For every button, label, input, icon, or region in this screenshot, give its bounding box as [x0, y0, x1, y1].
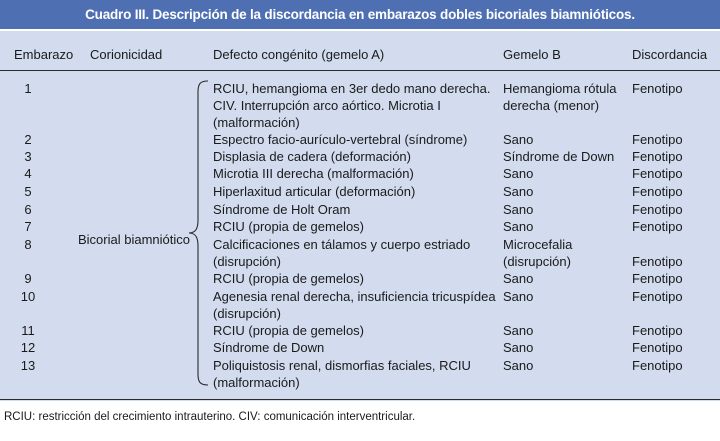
defecto-cell: [213, 357, 471, 391]
discordancia-cell: Fenotipo: [632, 166, 683, 181]
gemelo-b-line: Sano: [503, 358, 534, 373]
defecto-line: CIV. Interrupción arco aórtico. Microtia I: [213, 98, 441, 113]
discordancia-cell: Fenotipo: [632, 254, 683, 269]
gemelo-b-cell: [503, 288, 533, 305]
gemelo-b-cell: [503, 201, 533, 218]
row-number: 13: [20, 358, 36, 373]
gemelo-b-line: Microcefalia: [503, 237, 573, 252]
gemelo-b-line: Sano: [503, 202, 534, 217]
header-gemelo-b: Gemelo B: [503, 47, 561, 62]
defecto-line: RCIU, hemangioma en 3er dedo mano derecha.: [213, 81, 491, 96]
defecto-line: (malformación): [213, 115, 300, 130]
gemelo-b-cell: [503, 148, 614, 165]
gemelo-b-cell: [503, 270, 533, 287]
defecto-cell: [213, 165, 414, 182]
discordancia-cell: Fenotipo: [632, 340, 683, 355]
gemelo-b-line: Sano: [503, 289, 534, 304]
header-embarazo: Embarazo: [14, 47, 74, 62]
gemelo-b-cell: [503, 357, 533, 374]
gemelo-b-line: Hemangioma rótula: [503, 81, 617, 96]
gemelo-b-line: Sano: [503, 340, 534, 355]
defecto-line: Calcificaciones en tálamos y cuerpo estriado: [213, 237, 471, 252]
gemelo-b-line: Síndrome de Down: [503, 149, 615, 164]
row-number: 4: [24, 166, 32, 181]
defecto-cell: [213, 322, 364, 339]
defecto-line: Síndrome de Holt Oram: [213, 202, 351, 217]
defecto-cell: [213, 288, 496, 322]
header-defecto: Defecto congénito (gemelo A): [213, 47, 385, 62]
row-number: 11: [21, 323, 35, 338]
row-number: 8: [24, 237, 32, 252]
discordancia-cell: Fenotipo: [632, 358, 683, 373]
defecto-cell: [213, 183, 415, 200]
header-divider: [0, 70, 720, 71]
gemelo-b-cell: [503, 339, 533, 356]
footnote: RCIU: restricción del crecimiento intrauterino. CIV: comunicación interventricular.: [4, 411, 416, 423]
gemelo-b-cell: [503, 322, 533, 339]
header-corionicidad: Corionicidad: [90, 47, 163, 62]
gemelo-b-cell: [503, 80, 616, 114]
gemelo-b-cell: [503, 236, 572, 270]
gemelo-b-line: Sano: [503, 323, 534, 338]
defecto-line: Síndrome de Down: [213, 340, 325, 355]
gemelo-b-line: Sano: [503, 184, 534, 199]
discordancia-cell: Fenotipo: [632, 149, 683, 164]
row-number: 12: [20, 340, 36, 355]
gemelo-b-cell: [503, 131, 533, 148]
defecto-cell: [213, 339, 324, 356]
defecto-cell: [213, 218, 364, 235]
row-number: 9: [24, 271, 32, 286]
gemelo-b-line: (disrupción): [503, 254, 571, 269]
gemelo-b-cell: [503, 218, 533, 235]
footer-divider: [0, 399, 720, 400]
grouping-brace: [186, 80, 210, 386]
defecto-cell: [213, 148, 411, 165]
defecto-line: Espectro facio-aurículo-vertebral (síndrome): [213, 132, 468, 147]
row-number: 2: [24, 132, 32, 147]
row-number: 1: [24, 81, 32, 96]
defecto-cell: [213, 80, 491, 131]
defecto-line: (malformación): [213, 375, 300, 390]
defecto-line: Poliquistosis renal, dismorfias faciales, RCIU: [213, 358, 471, 373]
defecto-cell: [213, 236, 470, 270]
header-discordancia: Discordancia: [632, 47, 708, 62]
corionicidad-value: Bicorial biamniótico: [78, 232, 190, 247]
gemelo-b-line: derecha (menor): [503, 98, 600, 113]
discordancia-cell: Fenotipo: [632, 219, 683, 234]
gemelo-b-line: Sano: [503, 271, 534, 286]
defecto-line: RCIU (propia de gemelos): [213, 219, 365, 234]
defecto-line: Displasia de cadera (deformación): [213, 149, 411, 164]
table-title: Cuadro III. Descripción de la discordancia en embarazos dobles bicoriales biamnióticos.: [0, 0, 720, 29]
gemelo-b-line: Sano: [503, 166, 534, 181]
row-number: 7: [24, 219, 32, 234]
defecto-line: RCIU (propia de gemelos): [213, 271, 365, 286]
gemelo-b-cell: [503, 165, 533, 182]
defecto-line: (disrupción): [213, 306, 281, 321]
defecto-line: Microtia III derecha (malformación): [213, 166, 414, 181]
gemelo-b-line: Sano: [503, 132, 534, 147]
row-number: 5: [24, 184, 32, 199]
defecto-line: Hiperlaxitud articular (deformación): [213, 184, 416, 199]
discordancia-cell: Fenotipo: [632, 202, 683, 217]
discordancia-cell: Fenotipo: [632, 184, 683, 199]
discordancia-cell: Fenotipo: [632, 271, 683, 286]
discordancia-cell: Fenotipo: [632, 81, 683, 96]
discordancia-cell: Fenotipo: [632, 323, 683, 338]
row-number: 3: [24, 149, 32, 164]
gemelo-b-line: Sano: [503, 219, 534, 234]
defecto-cell: [213, 201, 350, 218]
row-number: 6: [24, 202, 32, 217]
discordancia-cell: Fenotipo: [632, 132, 683, 147]
discordancia-cell: Fenotipo: [632, 289, 683, 304]
defecto-line: RCIU (propia de gemelos): [213, 323, 365, 338]
defecto-line: Agenesia renal derecha, insuficiencia tricuspídea: [213, 289, 496, 304]
defecto-line: (disrupción): [213, 254, 281, 269]
defecto-cell: [213, 270, 364, 287]
defecto-cell: [213, 131, 467, 148]
row-number: 10: [20, 289, 36, 304]
gemelo-b-cell: [503, 183, 533, 200]
